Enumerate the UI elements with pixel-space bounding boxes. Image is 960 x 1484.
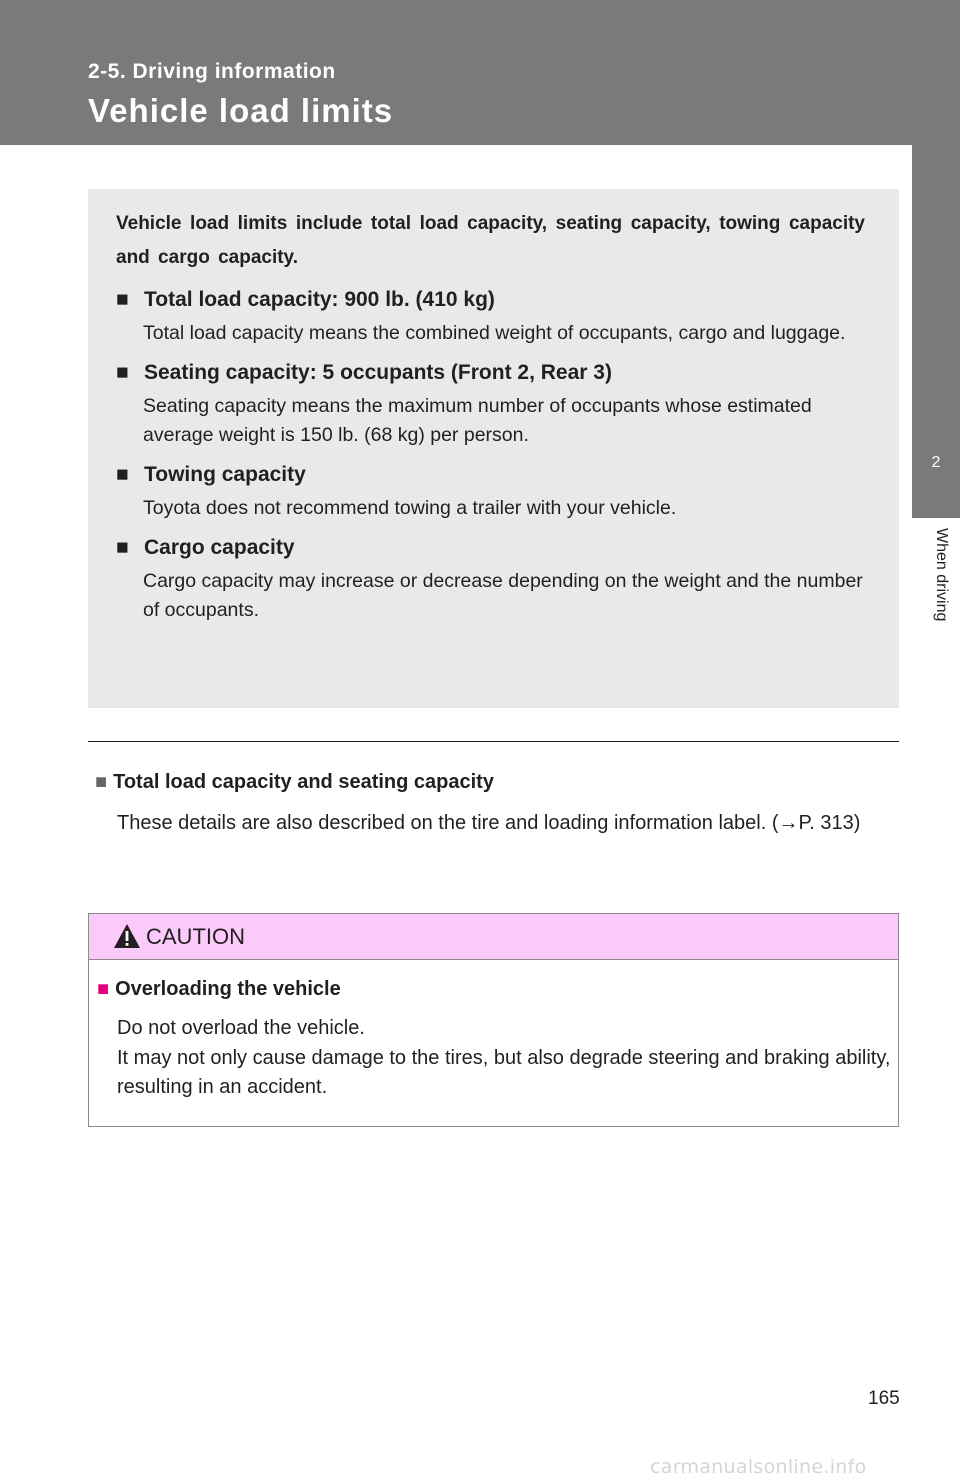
- summary-item-body: Seating capacity means the maximum number of occupants whose estimated average weight is 150 lb. (68 kg) per person.: [143, 395, 812, 446]
- summary-item-heading: [116, 358, 865, 388]
- caution-line: It may not only cause damage to the tires, but also degrade steering and braking ability, resulting in an accident.: [117, 1046, 891, 1098]
- square-bullet-icon: ■: [116, 463, 129, 486]
- square-bullet-icon: ■: [116, 288, 129, 311]
- detail-heading-text: Total load capacity and seating capacity: [113, 771, 494, 793]
- summary-intro: Vehicle load limits include total load capacity, seating capacity, towing capacity and cargo capacity.: [116, 213, 865, 268]
- chapter-tab-label: When driving: [933, 528, 950, 622]
- summary-item-body: Total load capacity means the combined weight of occupants, cargo and luggage.: [143, 322, 846, 344]
- page-number: 165: [868, 1388, 900, 1409]
- summary-box: [88, 189, 899, 708]
- summary-item-title: Total load capacity: 900 lb. (410 kg): [144, 288, 495, 311]
- detail-body: These details are also described on the tire and loading information label. (→P. 313): [117, 812, 861, 834]
- caution-line: Do not overload the vehicle.: [117, 1017, 365, 1039]
- watermark: carmanualsonline.info: [650, 1456, 867, 1478]
- detail-heading: [95, 771, 494, 794]
- caution-heading: [97, 978, 341, 1001]
- summary-item-heading: [116, 285, 865, 315]
- section-divider: [88, 741, 899, 742]
- summary-item-title: Cargo capacity: [144, 536, 295, 559]
- square-bullet-icon: ■: [116, 536, 129, 559]
- chapter-tab-bar: [912, 145, 960, 413]
- square-bullet-icon: ■: [97, 978, 110, 1000]
- page-title: Vehicle load limits: [88, 92, 394, 129]
- warning-triangle-icon: [113, 923, 141, 954]
- caution-heading-text: Overloading the vehicle: [115, 978, 341, 1000]
- summary-item-title: Towing capacity: [144, 463, 306, 486]
- chapter-tab-number[interactable]: 2: [912, 413, 960, 518]
- page-header: [0, 0, 960, 145]
- caution-header: [89, 914, 898, 960]
- caution-title: CAUTION: [146, 924, 245, 949]
- summary-item-body: Toyota does not recommend towing a trailer with your vehicle.: [143, 497, 677, 519]
- summary-item-body: Cargo capacity may increase or decrease depending on the weight and the number of occupants.: [143, 570, 863, 621]
- caution-box: [88, 913, 899, 1127]
- summary-item-heading: [116, 460, 865, 490]
- square-bullet-icon: ■: [116, 361, 129, 384]
- caution-body: [117, 1014, 892, 1103]
- summary-item-heading: [116, 533, 865, 563]
- summary-item-title: Seating capacity: 5 occupants (Front 2, Rear 3): [144, 361, 612, 384]
- section-label: 2-5. Driving information: [88, 60, 336, 83]
- square-bullet-icon: ■: [95, 771, 108, 793]
